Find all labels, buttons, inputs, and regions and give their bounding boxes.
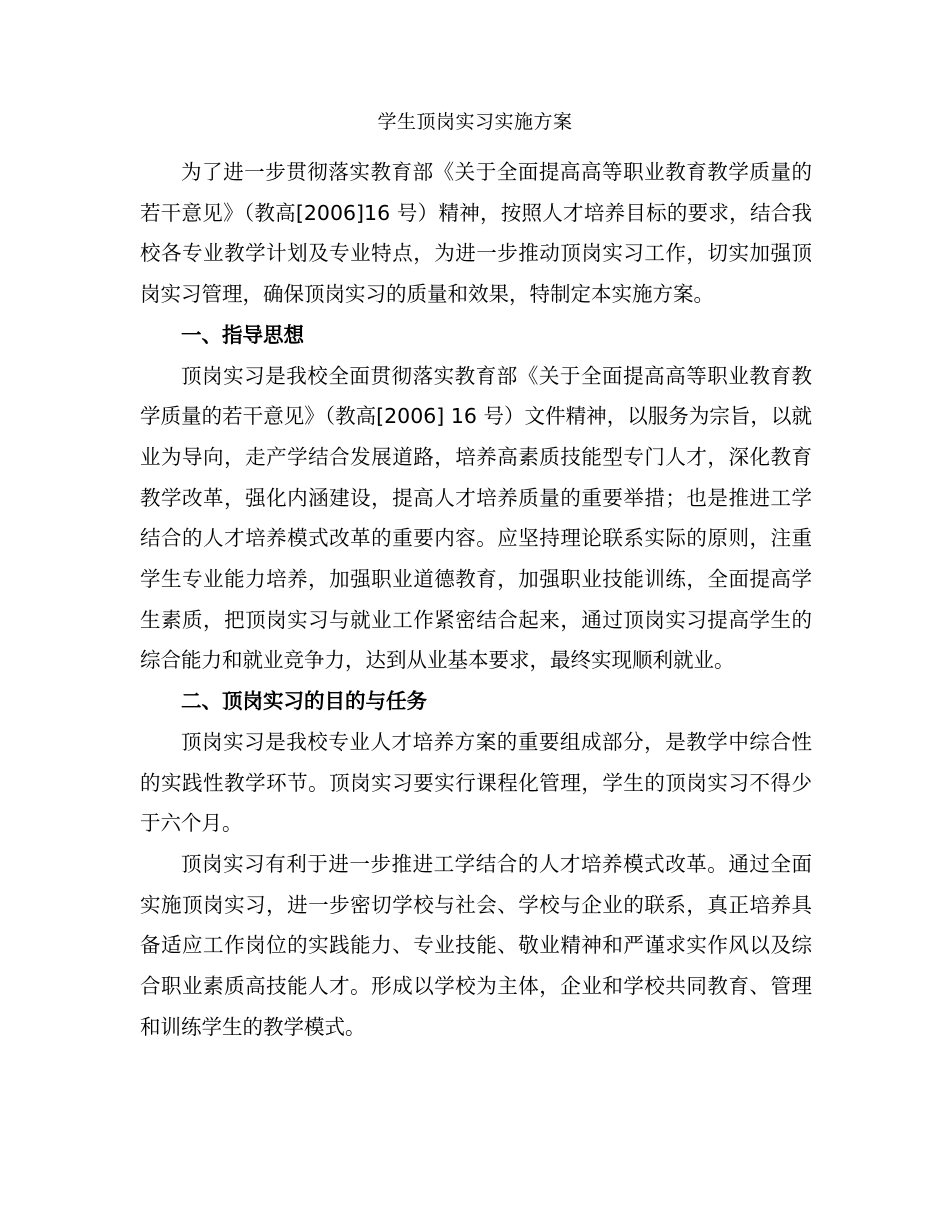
section-2-paragraph-1: 顶岗实习是我校专业人才培养方案的重要组成部分，是教学中综合性的实践性教学环节。顶岗实习要实行课程化管理，学生的顶岗实习不得少于六个月。: [140, 729, 812, 836]
section-1-paragraph-1: 顶岗实习是我校全面贯彻落实教育部《关于全面提高高等职业教育教学质量的若干意见》（教高[2006] 16 号）文件精神，以服务为宗旨，以就业为导向，走产学结合发展道路，培养高素质技能型专门人才，深化教育教学改革，强化内涵建设，提高人才培养质量的重要举措；也是推进工学结合的人才培养模式改革的重要内容。应坚持理论联系实际的原则，注重学生专业能力培养，加强职业道德教育，加强职业技能训练，全面提高学生素质，把顶岗实习与就业工作紧密结合起来，通过顶岗实习提高学生的综合能力和就业竞争力，达到从业基本要求，最终实现顺利就业。: [140, 363, 812, 673]
document-title: 学生顶岗实习实施方案: [377, 111, 573, 133]
section-heading-guiding-ideology: 一、指导思想: [181, 322, 304, 347]
section-2-paragraph-2: 顶岗实习有利于进一步推进工学结合的人才培养模式改革。通过全面实施顶岗实习，进一步密切学校与社会、学校与企业的联系，真正培养具备适应工作岗位的实践能力、专业技能、敬业精神和严谨求实作风以及综合职业素质高技能人才。形成以学校为主体，企业和学校共同教育、管理和训练学生的教学模式。: [140, 851, 812, 1039]
intro-paragraph: 为了进一步贯彻落实教育部《关于全面提高高等职业教育教学质量的若干意见》（教高[2006]16 号）精神，按照人才培养目标的要求，结合我校各专业教学计划及专业特点，为进一步推动顶岗实习工作，切实加强顶岗实习管理，确保顶岗实习的质量和效果，特制定本实施方案。: [140, 160, 812, 307]
section-heading-purpose-and-tasks: 二、顶岗实习的目的与任务: [181, 689, 427, 714]
document-body: [140, 152, 812, 1047]
